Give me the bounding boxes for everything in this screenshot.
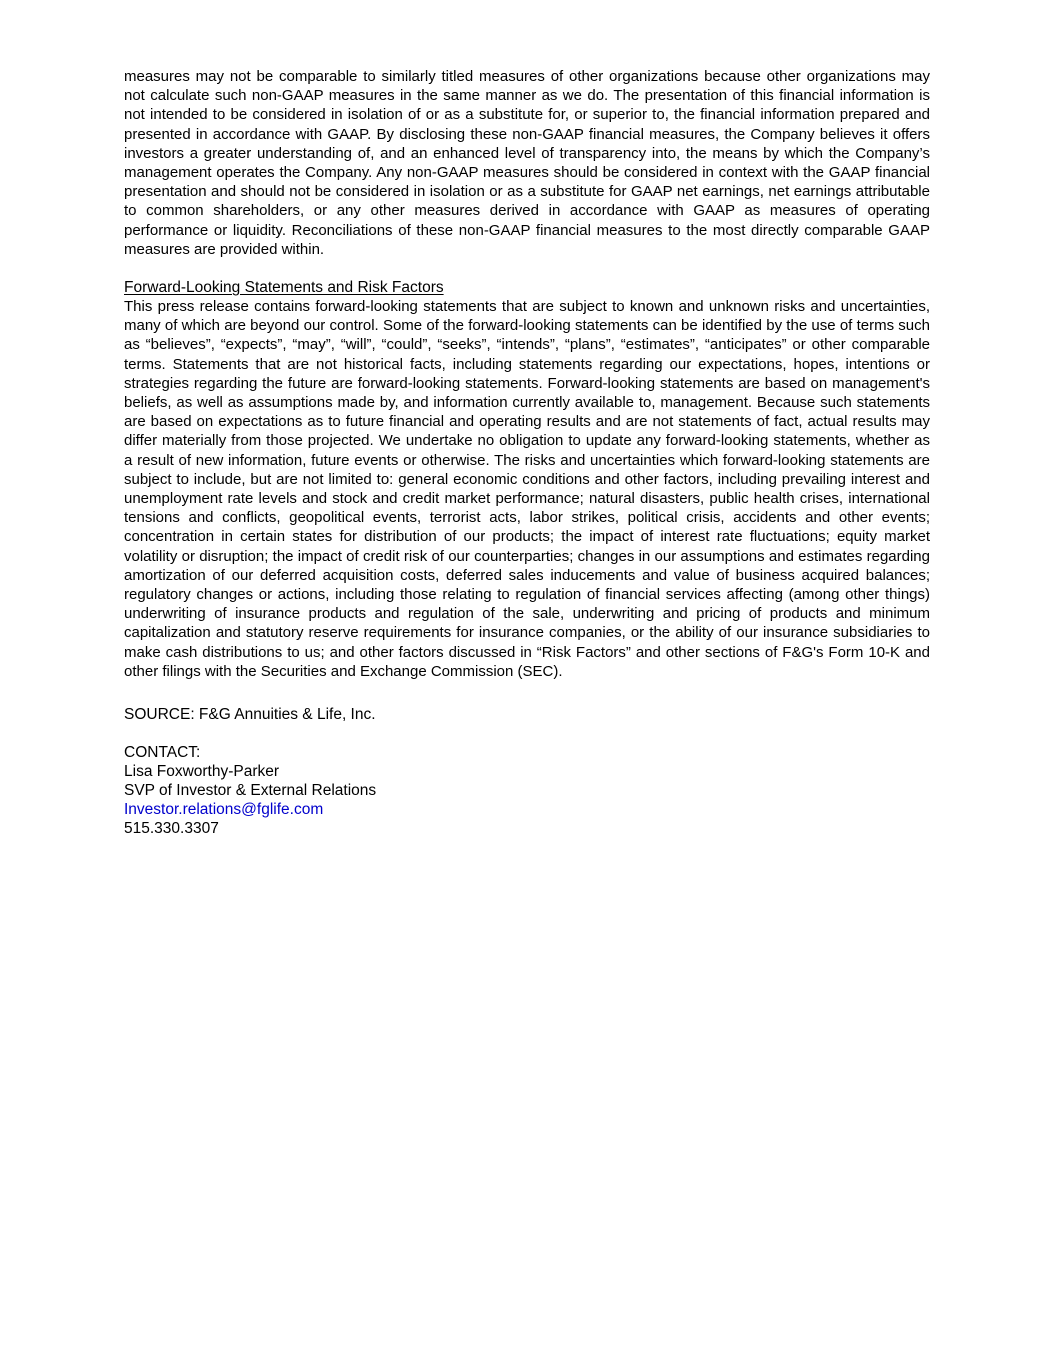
document-page — [124, 67, 930, 838]
forward-looking-paragraph: This press release contains forward-looking statements that are subject to known and unknown risks and uncertainties, many of which are beyond our control. Some of the forward-looking statements can be identified by the use of terms such as “believes”, “expects”, “may”, “will”, “could”, “seeks”, “intends”, “plans”, “estimates”, “anticipates” or other comparable terms. Statements that are not historical facts, including statements regarding our expectations, hopes, intentions or strategies regarding the future are forward-looking statements. Forward-looking statements are based on management's beliefs, as well as assumptions made by, and information currently available to, management. Because such statements are based on expectations as to future financial and operating results and are not statements of fact, actual results may differ materially from those projected. We undertake no obligation to update any forward-looking statements, whether as a result of new information, future events or otherwise. The risks and uncertainties which forward-looking statements are subject to include, but are not limited to: general economic conditions and other factors, including prevailing interest and unemployment rate levels and stock and credit market performance; natural disasters, public health crises, international tensions and conflicts, geopolitical events, terrorist acts, labor strikes, political crisis, accidents and other events; concentration in certain states for distribution of our products; the impact of interest rate fluctuations; equity market volatility or disruption; the impact of credit risk of our counterparties; changes in our assumptions and estimates regarding amortization of our deferred acquisition costs, deferred sales inducements and value of business acquired balances; regulatory changes or actions, including those relating to regulation of financial services affecting (among other things) underwriting of insurance products and regulation of the sale, underwriting and pricing of products and minimum capitalization and statutory reserve requirements for insurance companies, or the ability of our insurance subsidiaries to make cash distributions to us; and other factors discussed in “Risk Factors” and other sections of F&G's Form 10-K and other filings with the Securities and Exchange Commission (SEC). — [124, 298, 930, 680]
source-line: SOURCE: F&G Annuities & Life, Inc. — [124, 706, 376, 724]
contact-block — [124, 743, 930, 838]
contact-title: SVP of Investor & External Relations — [124, 782, 377, 800]
non-gaap-paragraph: measures may not be comparable to similarly titled measures of other organizations because other organizations may not calculate such non-GAAP measures in the same manner as we do. The presentation of this financial information is not intended to be considered in isolation of or as a substitute for, or superior to, the financial information prepared and presented in accordance with GAAP. By disclosing these non-GAAP financial measures, the Company believes it offers investors a greater understanding of, and an enhanced level of transparency into, the means by which the Company’s management operates the Company. Any non-GAAP measures should be considered in context with the GAAP financial presentation and should not be considered in isolation or as a substitute for GAAP net earnings, net earnings attributable to common shareholders, or any other measures derived in accordance with GAAP as measures of operating performance or liquidity. Reconciliations of these non-GAAP financial measures to the most directly comparable GAAP measures are provided within. — [124, 68, 930, 258]
contact-name: Lisa Foxworthy-Parker — [124, 763, 280, 781]
contact-phone: 515.330.3307 — [124, 820, 219, 838]
contact-label: CONTACT: — [124, 744, 201, 762]
forward-looking-heading: Forward-Looking Statements and Risk Factors — [124, 279, 444, 297]
contact-email-link[interactable]: Investor.relations@fglife.com — [124, 801, 324, 819]
